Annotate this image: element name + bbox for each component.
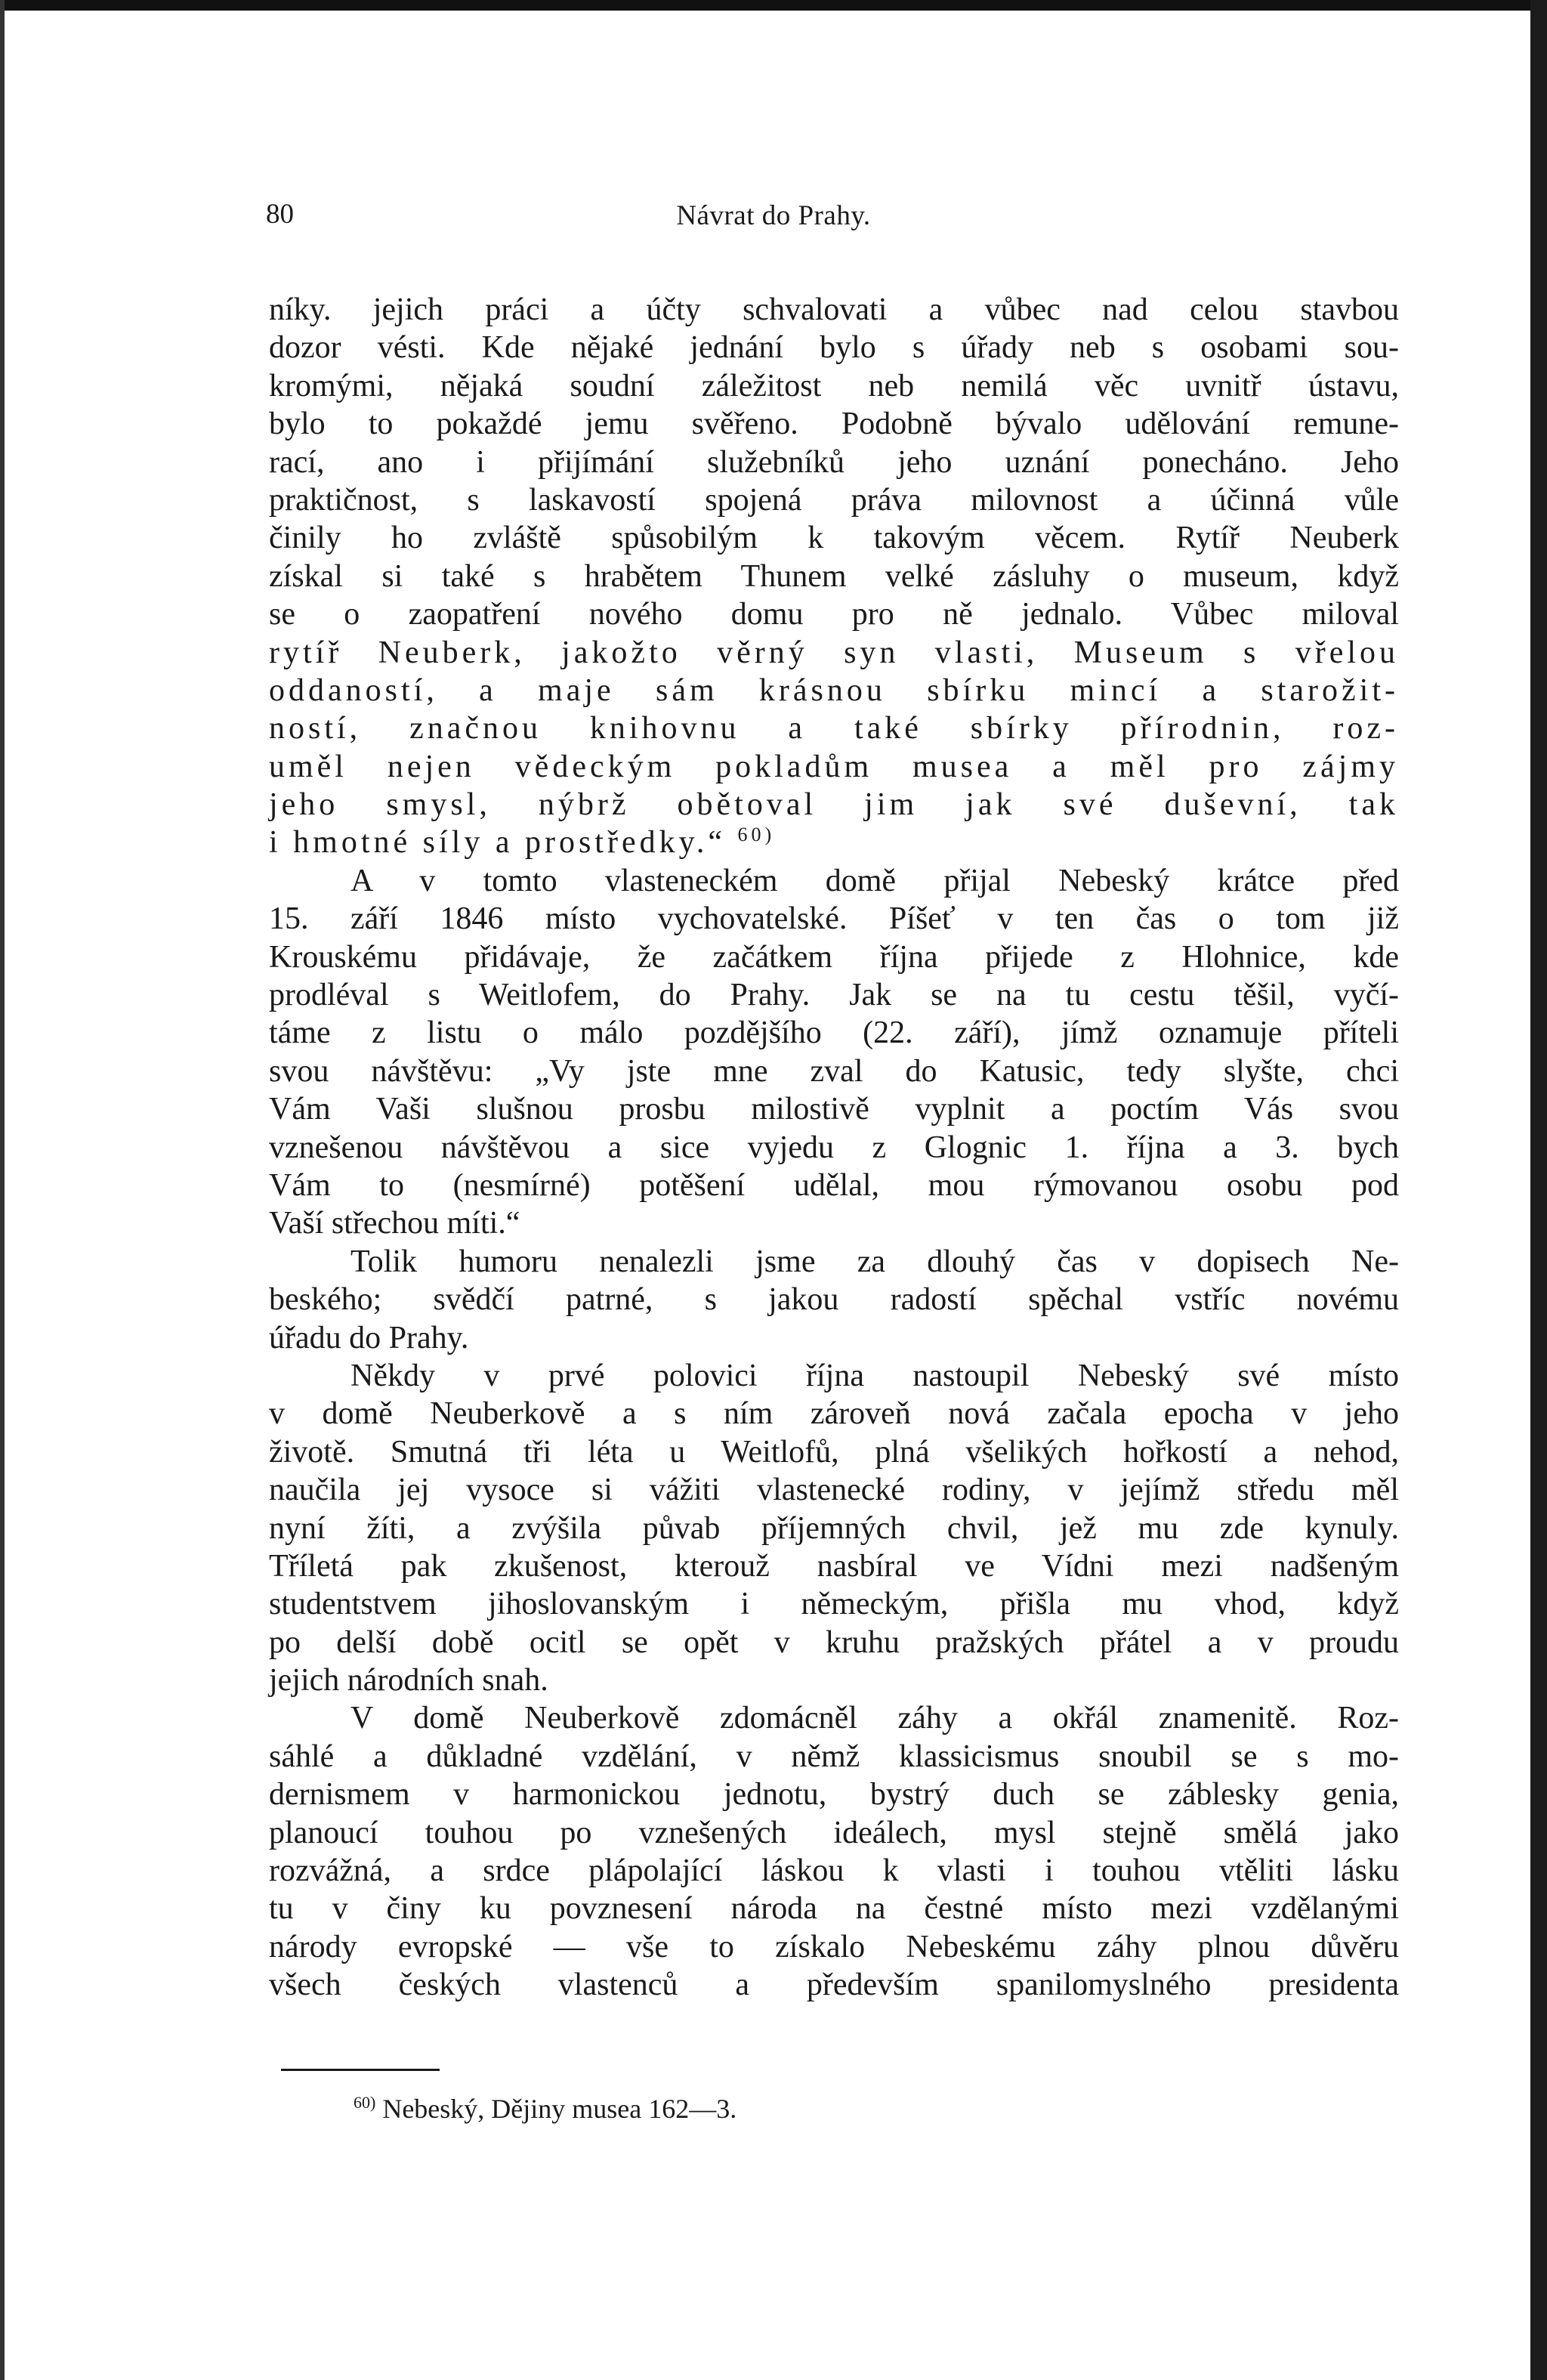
text-line: národy evropské — vše to získalo Nebeskému záhy plnou důvěru bbox=[269, 1929, 1399, 1964]
text-line: životě. Smutná tři léta u Weitlofů, plná všelikých hořkostí a nehod, bbox=[269, 1434, 1399, 1470]
text-line: svou návštěvu: „Vy jste mne zval do Katusic, tedy slyšte, chci bbox=[269, 1053, 1399, 1089]
text-line: naučila jej vysoce si vážiti vlastenecké rodiny, v jejímž středu měl bbox=[269, 1473, 1399, 1508]
text-line: úřadu do Prahy. bbox=[269, 1320, 469, 1355]
text-line: V domě Neuberkově zdomácněl záhy a okřál znamenitě. Roz- bbox=[350, 1701, 1399, 1736]
text-line: rozvážná, a srdce plápolající láskou k vlasti i touhou vtěliti lásku bbox=[269, 1853, 1399, 1889]
text-line: kromými, nějaká soudní záležitost neb nemilá věc uvnitř ústavu, bbox=[269, 368, 1399, 403]
scan-border-top bbox=[0, 0, 1547, 11]
footnote-divider bbox=[281, 2069, 440, 2071]
text-line: sáhlé a důkladné vzdělání, v němž klassicismus snoubil se s mo- bbox=[269, 1739, 1399, 1774]
text-line: uměl nejen vědeckým pokladům musea a měl pro zájmy bbox=[269, 749, 1399, 784]
text-line: jejich národních snah. bbox=[269, 1663, 548, 1698]
page-body bbox=[269, 291, 1399, 2004]
scan-border-right bbox=[1530, 0, 1547, 2380]
footnote-marker: 60) bbox=[354, 2093, 376, 2112]
text-line: Vám to (nesmírné) potěšení udělal, mou rýmovanou osobu pod bbox=[269, 1167, 1399, 1203]
text-line: získal si také s hrabětem Thunem velké zásluhy o museum, když bbox=[269, 558, 1399, 594]
footnote bbox=[354, 2091, 736, 2126]
running-title: Návrat do Prahy. bbox=[676, 200, 871, 231]
text-line: činily ho zvláště spůsobilým k takovým věcem. Rytíř Neuberk bbox=[269, 521, 1399, 556]
text-line: Tříletá pak zkušenost, kterouž nasbíral ve Vídni mezi nadšeným bbox=[269, 1548, 1399, 1584]
text-line-with-reference bbox=[269, 824, 1399, 861]
text-line: táme z listu o málo pozdějšího (22. září), jímž oznamuje příteli bbox=[269, 1015, 1399, 1051]
text-line: 15. září 1846 místo vychovatelské. Píšeť v ten čas o tom již bbox=[269, 901, 1399, 937]
scan-border-left bbox=[0, 0, 5, 2380]
text-line: Tolik humoru nenalezli jsme za dlouhý čas v dopisech Ne- bbox=[350, 1244, 1399, 1279]
text-line: beského; svědčí patrné, s jakou radostí spěchal vstříc novému bbox=[269, 1282, 1399, 1318]
text-line: studentstvem jihoslovanským i německým, přišla mu vhod, když bbox=[269, 1587, 1399, 1622]
text-line: níky. jejich práci a účty schvalovati a vůbec nad celou stavbou bbox=[269, 292, 1399, 327]
text-line-content: i hmotné síly a prostředky.“ bbox=[269, 825, 727, 861]
text-line: po delší době ocitl se opět v kruhu pražských přátel a v proudu bbox=[269, 1624, 1399, 1660]
text-line: Vám Vaši slušnou prosbu milostivě vyplnit a poctím Vás svou bbox=[269, 1092, 1399, 1127]
footnote-text: Nebeský, Dějiny musea 162—3. bbox=[382, 2094, 737, 2124]
text-line: jeho smysl, nýbrž obětoval jim jak své duševní, tak bbox=[269, 787, 1399, 823]
text-line: všech českých vlastenců a především spanilomyslného presidenta bbox=[269, 1967, 1399, 2003]
text-line: oddaností, a maje sám krásnou sbírku mincí a starožit- bbox=[269, 672, 1399, 708]
text-line: ností, značnou knihovnu a také sbírky přírodnin, roz- bbox=[269, 711, 1399, 746]
text-line: bylo to pokaždé jemu svěřeno. Podobně bývalo udělování remune- bbox=[269, 406, 1399, 442]
text-line: planoucí touhou po vznešených ideálech, mysl stejně smělá jako bbox=[269, 1815, 1399, 1850]
text-line: dozor vésti. Kde nějaké jednání bylo s úřady neb s osobami sou- bbox=[269, 330, 1399, 366]
page-number: 80 bbox=[266, 199, 294, 230]
text-line: nyní žíti, a zvýšila půvab příjemných chvil, jež mu zde kynuly. bbox=[269, 1510, 1399, 1546]
text-line: Krouskému přidávaje, že začátkem října přijede z Hlohnice, kde bbox=[269, 939, 1399, 975]
text-line: vznešenou návštěvou a sice vyjedu z Glognic 1. října a 3. bych bbox=[269, 1130, 1399, 1165]
text-line: se o zaopatření nového domu pro ně jednalo. Vůbec miloval bbox=[269, 597, 1399, 632]
footnote-reference: 60) bbox=[737, 824, 776, 846]
text-line: v domě Neuberkově a s ním zároveň nová začala epocha v jeho bbox=[269, 1396, 1399, 1432]
text-line: praktičnost, s laskavostí spojená práva milovnost a účinná vůle bbox=[269, 482, 1399, 518]
text-line: Někdy v prvé polovici října nastoupil Nebeský své místo bbox=[350, 1358, 1399, 1393]
text-line: rytíř Neuberk, jakožto věrný syn vlasti, Museum s vřelou bbox=[269, 635, 1399, 670]
text-line: rací, ano i přijímání služebníků jeho uznání ponecháno. Jeho bbox=[269, 444, 1399, 480]
text-line: A v tomto vlasteneckém domě přijal Nebeský krátce před bbox=[350, 863, 1399, 898]
text-line: dernismem v harmonickou jednotu, bystrý duch se záblesky genia, bbox=[269, 1777, 1399, 1813]
text-line: prodléval s Weitlofem, do Prahy. Jak se na tu cestu těšil, vyčí- bbox=[269, 978, 1399, 1013]
text-line: tu v činy ku povznesení národa na čestné místo mezi vzdělanými bbox=[269, 1891, 1399, 1927]
text-line: Vaší střechou míti.“ bbox=[269, 1206, 520, 1241]
